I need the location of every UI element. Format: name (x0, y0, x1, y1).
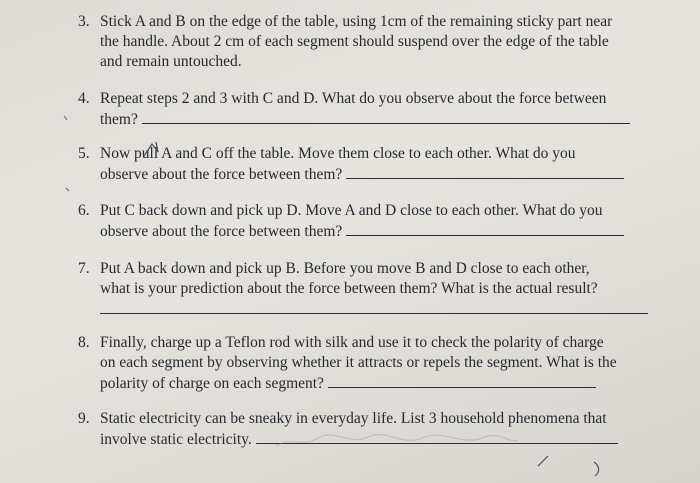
question-number: 3. (78, 13, 90, 30)
question-text-line: Now pull A and C off the table. Move them close to each other. What do you (100, 145, 576, 162)
question-text-line: on each segment by observing whether it attracts or repels the segment. What is the (100, 354, 617, 371)
pen-dot-icon (62, 114, 70, 122)
answer-blank-6[interactable] (346, 221, 624, 236)
question-number: 7. (78, 260, 90, 277)
pen-dot-icon (64, 186, 72, 194)
question-text-line: Put A back down and pick up B. Before you move B and D close to each other, (100, 260, 590, 277)
question-text-line: polarity of charge on each segment? (100, 375, 324, 392)
answer-blank-8[interactable] (328, 373, 596, 388)
question-number: 8. (78, 334, 90, 351)
question-text-line: what is your prediction about the force between them? What is the actual result? (100, 280, 598, 297)
question-number: 5. (78, 145, 90, 162)
question-number: 6. (78, 202, 90, 219)
question-text-line: observe about the force between them? (100, 223, 343, 240)
question-text-line: observe about the force between them? (100, 166, 343, 183)
question-number: 4. (78, 90, 90, 107)
pen-tick-icon (590, 460, 604, 478)
question-text-line: Static electricity can be sneaky in everyday life. List 3 household phenomena that (100, 410, 607, 427)
question-text-line: Put C back down and pick up D. Move A and D close to each other. What do you (100, 202, 603, 219)
faint-handwriting-mark (272, 432, 522, 450)
pen-tick-icon (536, 452, 552, 468)
answer-blank-7[interactable] (100, 299, 648, 314)
answer-blank-4[interactable] (142, 109, 630, 124)
question-text-line: Finally, charge up a Teflon rod with silk and use it to check the polarity of charge (100, 334, 604, 351)
answer-blank-5[interactable] (346, 164, 624, 179)
question-text-line: and remain untouched. (100, 53, 242, 70)
question-number: 9. (78, 410, 90, 427)
question-text-line: them? (100, 111, 138, 128)
question-text-line: Repeat steps 2 and 3 with C and D. What do you observe about the force between (100, 90, 607, 107)
question-text-line: involve static electricity. (100, 431, 252, 448)
question-text-line: the handle. About 2 cm of each segment should suspend over the edge of the table (100, 33, 609, 50)
question-text-line: Stick A and B on the edge of the table, using 1cm of the remaining sticky part near (100, 13, 613, 30)
